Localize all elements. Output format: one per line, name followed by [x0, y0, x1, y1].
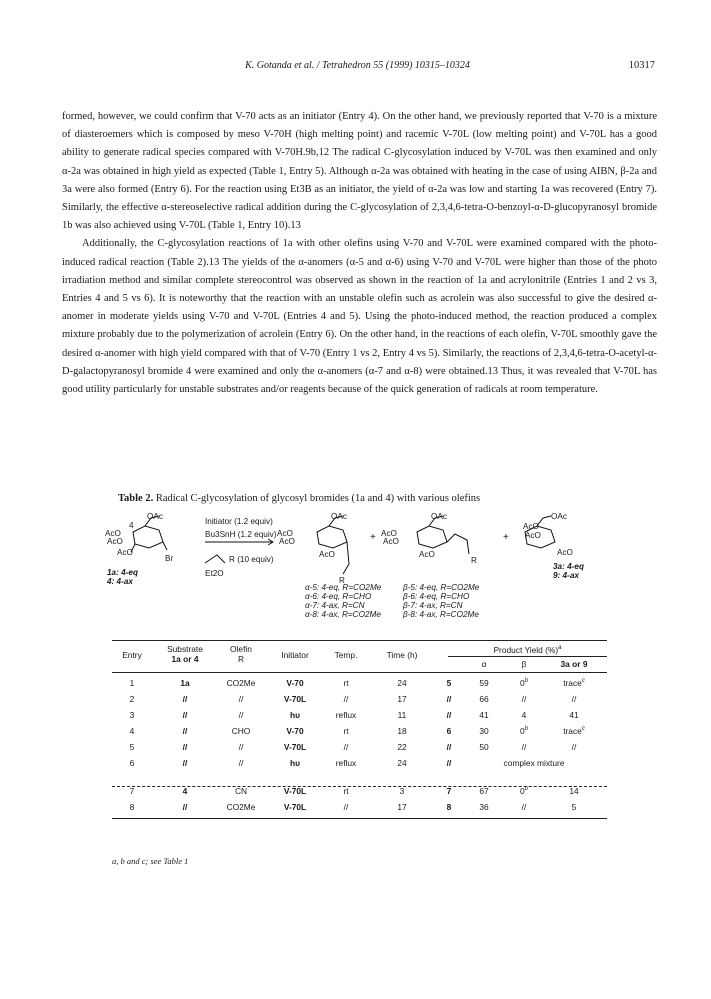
cell-entry [112, 726, 152, 736]
header-product-yield [448, 643, 607, 655]
cell-beta-note: b [524, 786, 528, 793]
cell-product-text: 6 [446, 726, 452, 736]
header-beta: β [521, 659, 527, 669]
header-olefin [216, 644, 266, 664]
table-caption [118, 493, 480, 504]
aco-label-4a: AcO [523, 522, 539, 531]
reaction-scheme [105, 512, 615, 619]
aco-label-3a: AcO [381, 529, 397, 538]
cell-entry-text: 7 [129, 786, 135, 796]
cell-product-text: 7 [446, 786, 452, 796]
aco-label-2a: AcO [277, 529, 293, 538]
cell-alpha-text: 50 [479, 742, 489, 752]
cell-olefin [216, 710, 266, 720]
table-divider-dashed [112, 786, 607, 787]
cell-temp-text: // [343, 802, 349, 812]
cell-alpha-text: 66 [479, 694, 489, 704]
cell-olefin [216, 742, 266, 752]
cell-substrate-text: 1a [180, 678, 190, 688]
r-label-1: R [339, 576, 345, 585]
cell-initiator-text: hυ [290, 758, 300, 768]
aco-label-3b: AcO [383, 537, 399, 546]
header-product-yield-note: a [558, 645, 562, 651]
cell-alpha-text: 59 [479, 678, 489, 688]
cell-substrate-text: // [182, 802, 188, 812]
aco-label-2b: AcO [279, 537, 295, 546]
cell-third [544, 786, 604, 796]
legend-alpha-8: α-8: 4-ax, R=CO2Me [305, 610, 381, 619]
header-substrate [156, 644, 214, 664]
cell-entry-text: 6 [129, 758, 135, 768]
cell-alpha [464, 786, 504, 796]
cell-initiator-text: V-70L [283, 786, 307, 796]
table-row [112, 758, 607, 772]
cell-time [374, 758, 430, 768]
cell-entry [112, 678, 152, 688]
cell-substrate-text: // [182, 742, 188, 752]
cell-olefin-text: // [238, 710, 244, 720]
cell-product-text: 5 [446, 678, 452, 688]
cell-temp [322, 710, 370, 720]
oac-label-2: OAc [331, 512, 347, 521]
cell-beta-text: // [521, 802, 527, 812]
cell-time [374, 742, 430, 752]
cell-entry-text: 5 [129, 742, 135, 752]
cell-beta-text: 4 [521, 710, 527, 720]
cell-beta [504, 742, 544, 752]
cell-entry [112, 710, 152, 720]
oac-label-4: OAc [551, 512, 567, 521]
header-initiator: Initiator [281, 650, 309, 660]
cell-time-text: 24 [397, 758, 407, 768]
cell-entry [112, 786, 152, 796]
cell-beta [504, 786, 544, 796]
header-substrate-line2: 1a or 4 [171, 654, 199, 664]
cell-alpha [464, 678, 504, 688]
table-row [112, 726, 607, 740]
cell-third-text: 5 [571, 802, 577, 812]
table-row [112, 786, 607, 800]
legend-alpha-5: α-5: 4-eq, R=CO2Me [305, 583, 382, 592]
cell-alpha-text: 41 [479, 710, 489, 720]
cell-beta [504, 710, 544, 720]
cell-third-text: // [571, 694, 577, 704]
table-row [112, 694, 607, 708]
header-substrate-line1: Substrate [167, 644, 203, 654]
substrate-label-2: 4: 4-ax [107, 577, 133, 586]
cell-temp [322, 802, 370, 812]
cell-substrate [156, 742, 214, 752]
legend-beta-6: β-6: 4-eq, R=CHO [403, 592, 470, 601]
cell-initiator-text: V-70L [283, 742, 307, 752]
cell-olefin-text: CHO [231, 726, 251, 736]
cell-beta-text: 0 [519, 786, 525, 796]
cell-beta-text: 0 [519, 726, 525, 736]
header-olefin-line2: R [237, 654, 245, 664]
table-row [112, 742, 607, 756]
cell-initiator [270, 710, 320, 720]
reagent-tin-hydride: Bu3SnH (1.2 equiv) [205, 530, 277, 539]
cell-temp [322, 678, 370, 688]
cell-entry-text: 2 [129, 694, 135, 704]
cell-initiator [270, 786, 320, 796]
table-row [112, 802, 607, 816]
cell-beta-text: 0 [519, 678, 525, 688]
legend-beta-7: β-7: 4-ax, R=CN [403, 601, 463, 610]
cell-entry-text: 8 [129, 802, 135, 812]
cell-third [544, 802, 604, 812]
oac-label-1: OAc [147, 512, 163, 521]
reagent-initiator: Initiator (1.2 equiv) [205, 517, 273, 526]
cell-substrate-text: // [182, 710, 188, 720]
table-caption-text: Radical C-glycosylation of glycosyl bromides (1a and 4) with various olefins [155, 493, 481, 504]
cell-temp-text: // [343, 694, 349, 704]
header-entry: Entry [122, 650, 142, 660]
cell-initiator [270, 678, 320, 688]
cell-olefin [216, 758, 266, 768]
cell-beta [504, 726, 544, 736]
cell-olefin-text: CO2Me [226, 678, 256, 688]
sugar-position-4: 4 [129, 521, 134, 530]
legend-row [305, 592, 470, 601]
bromine-label: Br [165, 554, 174, 563]
cell-time-text: 17 [397, 802, 407, 812]
aco-label-3c: AcO [419, 550, 435, 559]
compound-legend [305, 583, 480, 619]
legend-alpha-6: α-6: 4-eq, R=CHO [305, 592, 372, 601]
olefin-bond [205, 555, 225, 563]
cell-time [374, 678, 430, 688]
cell-time [374, 802, 430, 812]
cell-time-text: 11 [397, 710, 407, 720]
cell-initiator-text: V-70L [283, 802, 307, 812]
cell-time-text: 22 [397, 742, 407, 752]
cell-initiator-text: hυ [290, 710, 300, 720]
table-footnote: a, b and c; see Table 1 [112, 856, 189, 866]
paragraph-1: formed, however, we could confirm that V-70 acts as an initiator (Entry 4). On the other hand, we previously reported that V-70 is a mixture of diasteroemers which is composed by meso V-70H (high melting point) and racemic V-70L (low melting point) and V-70L has a good ability to generate radical species compared with V-70H.9b,12 The radical C-glycosylation induced by V-70L was then examined and only α-2a was obtained in high yield as expected (Table 1, Entry 5). Although α-2a was obtained with heating in the case of using AIBN, β-2a and 3a were also formed (Entry 6). For the reaction using Et3B as an initiator, the yield of α-2a was low and starting 1a was recovered (Entry 7). Similarly, the effective α-stereoselective radical addition during the C-glycosylation of 2,3,4,6-tetra-O-benzoyl-α-D-glucopyranosyl bromide 1b was also achieved using V-70L (Table 1, Entry 10).13 [62, 111, 657, 232]
cell-substrate-text: // [182, 758, 188, 768]
cell-time-text: 18 [397, 726, 407, 736]
cell-olefin [216, 802, 266, 812]
cell-olefin [216, 786, 266, 796]
aco-label-1b: AcO [107, 537, 123, 546]
cell-alpha [464, 694, 504, 704]
cell-olefin-text: // [238, 694, 244, 704]
cell-temp-text: rt [343, 726, 349, 736]
cell-substrate [156, 694, 214, 704]
cell-entry-text: 1 [129, 678, 135, 688]
cell-time [374, 694, 430, 704]
aco-label-4b: AcO [525, 531, 541, 540]
cell-product-text: // [446, 758, 452, 768]
table-top-rule [112, 640, 607, 641]
table-subheader-rule [448, 656, 607, 657]
legend-row [305, 601, 463, 610]
cell-substrate [156, 726, 214, 736]
running-head: K. Gotanda et al. / Tetrahedron 55 (1999) 10315–10324 [245, 60, 470, 71]
reagent-solvent: Et2O [205, 569, 224, 578]
cell-time-text: 3 [399, 786, 405, 796]
cell-alpha-text: 30 [479, 726, 489, 736]
cell-beta-note: b [524, 726, 528, 733]
aco-label-4c: AcO [557, 548, 573, 557]
cell-third-text: // [571, 742, 577, 752]
cell-product [434, 710, 464, 720]
cell-substrate [156, 678, 214, 688]
body-text [62, 108, 657, 399]
cell-temp [322, 726, 370, 736]
plus-sign-2: + [503, 532, 509, 543]
cell-entry [112, 758, 152, 768]
cell-beta [504, 694, 544, 704]
cell-third [544, 742, 604, 752]
cell-product-text: // [446, 742, 452, 752]
cell-initiator [270, 758, 320, 768]
cell-product-text: // [446, 694, 452, 704]
cell-beta [504, 678, 544, 688]
cell-olefin [216, 694, 266, 704]
cell-entry [112, 742, 152, 752]
cell-olefin-text: // [238, 758, 244, 768]
cell-product [434, 758, 464, 768]
cell-entry [112, 802, 152, 812]
header-alpha: α [481, 659, 487, 669]
cell-initiator-text: V-70 [286, 726, 304, 736]
cell-product-text: 8 [446, 802, 452, 812]
aco-label-2c: AcO [319, 550, 335, 559]
cell-substrate-text: // [182, 694, 188, 704]
cell-time [374, 786, 430, 796]
cell-third-note: c [581, 678, 585, 685]
header-time: Time (h) [386, 650, 418, 660]
cell-alpha [464, 710, 504, 720]
cell-beta [504, 802, 544, 812]
cell-temp-text: // [343, 742, 349, 752]
cell-substrate [156, 758, 214, 768]
paragraph-2: Additionally, the C-glycosylation reactions of 1a with other olefins using V-70 and V-70L were examined compared with the photo-induced radical reaction (Table 2).13 The yields of the α-anomers (α-5 and α-6) using V-70 and V-70L were higher than those of the photo irradiation method and similar complete stereocontrol was observed as shown in the reaction of 1a and acrylonitrile (Entries 1 and 2 vs 3, Entries 4 and 5 vs 6). It is noteworthy that the reaction with an unstable olefin such as acrolein was also successful to give the desired α-anomer in moderate yields using V-70 and V-70L (Entries 4 and 5). Using the photo-induced method, the reaction produced a complex mixture probably due to the polymerization of acrolein (Entry 6). On the other hand, in the reactions of each olefin, V-70L smoothly gave the desired α-anomer with high yield compared with that of V-70 (Entry 1 vs 2, Entry 4 vs 5). Similarly, the reactions of 2,3,4,6-tetra-O-acetyl-α-D-galactopyranosyl bromide 4 were examined and only the α-anomers (α-7 and α-8) were obtained.13 Thus, it was revealed that V-70L has good utility particularly for unstable substrates and/or reagents because of the quick generation of radicals at room temperature. [62, 238, 657, 396]
cell-beta-text: // [521, 694, 527, 704]
plus-sign-1: + [370, 532, 376, 543]
legend-row [305, 583, 480, 592]
cell-temp-text: rt [343, 678, 349, 688]
header-temp: Temp. [334, 650, 358, 660]
cell-initiator-text: V-70 [286, 678, 304, 688]
sugar-ring-alpha [317, 526, 347, 548]
cell-alpha [464, 742, 504, 752]
cell-time [374, 710, 430, 720]
reagent-olefin: R (10 equiv) [229, 555, 274, 564]
cell-olefin-text: // [238, 742, 244, 752]
legend-beta-8: β-8: 4-ax, R=CO2Me [403, 610, 479, 619]
cell-third-note: c [581, 726, 585, 733]
cell-alpha [464, 802, 504, 812]
cell-alpha-text: 67 [479, 786, 489, 796]
cell-third [544, 694, 604, 704]
cell-substrate-text: // [182, 726, 188, 736]
cell-beta-note: b [524, 678, 528, 685]
cell-olefin-text: CO2Me [226, 802, 256, 812]
cell-time [374, 726, 430, 736]
cell-product [434, 694, 464, 704]
header-product-yield-text: Product Yield (%) [493, 644, 559, 655]
cell-third-text: 14 [569, 786, 579, 796]
table-caption-label: Table 2. [118, 493, 154, 504]
cell-temp-text: rt [343, 786, 349, 796]
cell-third [544, 726, 604, 736]
table-header-rule [112, 672, 607, 673]
r-label-2: R [471, 556, 477, 565]
cell-third-text: trace [563, 678, 582, 688]
header-olefin-line1: Olefin [230, 644, 252, 654]
header-third-product: 3a or 9 [560, 659, 588, 669]
product-label-1: 3a: 4-eq [553, 562, 584, 571]
cell-entry-text: 3 [129, 710, 135, 720]
cell-temp [322, 742, 370, 752]
cell-beta [464, 758, 604, 768]
cell-product [434, 786, 464, 796]
cell-temp [322, 694, 370, 704]
cell-initiator [270, 694, 320, 704]
cell-third [544, 710, 604, 720]
cell-beta-text: complex mixture [503, 758, 565, 768]
cell-substrate [156, 802, 214, 812]
cell-entry [112, 694, 152, 704]
cell-beta-text: // [521, 742, 527, 752]
cell-olefin [216, 726, 266, 736]
cell-product-text: // [446, 710, 452, 720]
legend-row [305, 610, 479, 619]
cell-product [434, 802, 464, 812]
table-row [112, 710, 607, 724]
cell-time-text: 24 [397, 678, 407, 688]
sugar-ring-start [133, 526, 163, 548]
aco-label-1a: AcO [105, 529, 121, 538]
cell-temp-text: reflux [335, 710, 357, 720]
oac-label-3: OAc [431, 512, 447, 521]
cell-product [434, 678, 464, 688]
cell-alpha [464, 726, 504, 736]
table-bottom-rule [112, 818, 607, 819]
cell-initiator-text: V-70L [283, 694, 307, 704]
cell-product [434, 742, 464, 752]
page-number: 10317 [628, 60, 655, 71]
cell-temp-text: reflux [335, 758, 357, 768]
cell-olefin-text: CN [234, 786, 248, 796]
cell-substrate [156, 786, 214, 796]
legend-alpha-7: α-7: 4-ax, R=CN [305, 601, 365, 610]
cell-time-text: 17 [397, 694, 407, 704]
cell-temp [322, 786, 370, 796]
aco-label-1c: AcO [117, 548, 133, 557]
product-label-2: 9: 4-ax [553, 571, 579, 580]
legend-beta-5: β-5: 4-eq, R=CO2Me [403, 583, 480, 592]
page-header [60, 60, 655, 74]
cell-third [544, 678, 604, 688]
cell-entry-text: 4 [129, 726, 135, 736]
cell-initiator [270, 742, 320, 752]
cell-third-text: 41 [569, 710, 579, 720]
substrate-label-1: 1a: 4-eq [107, 568, 138, 577]
cell-initiator [270, 802, 320, 812]
sugar-ring-beta [417, 526, 447, 548]
cell-product [434, 726, 464, 736]
cell-third-text: trace [563, 726, 582, 736]
table-row [112, 678, 607, 692]
cell-alpha-text: 36 [479, 802, 489, 812]
cell-substrate-text: 4 [182, 786, 188, 796]
cell-substrate [156, 710, 214, 720]
cell-initiator [270, 726, 320, 736]
cell-temp [322, 758, 370, 768]
cell-olefin [216, 678, 266, 688]
